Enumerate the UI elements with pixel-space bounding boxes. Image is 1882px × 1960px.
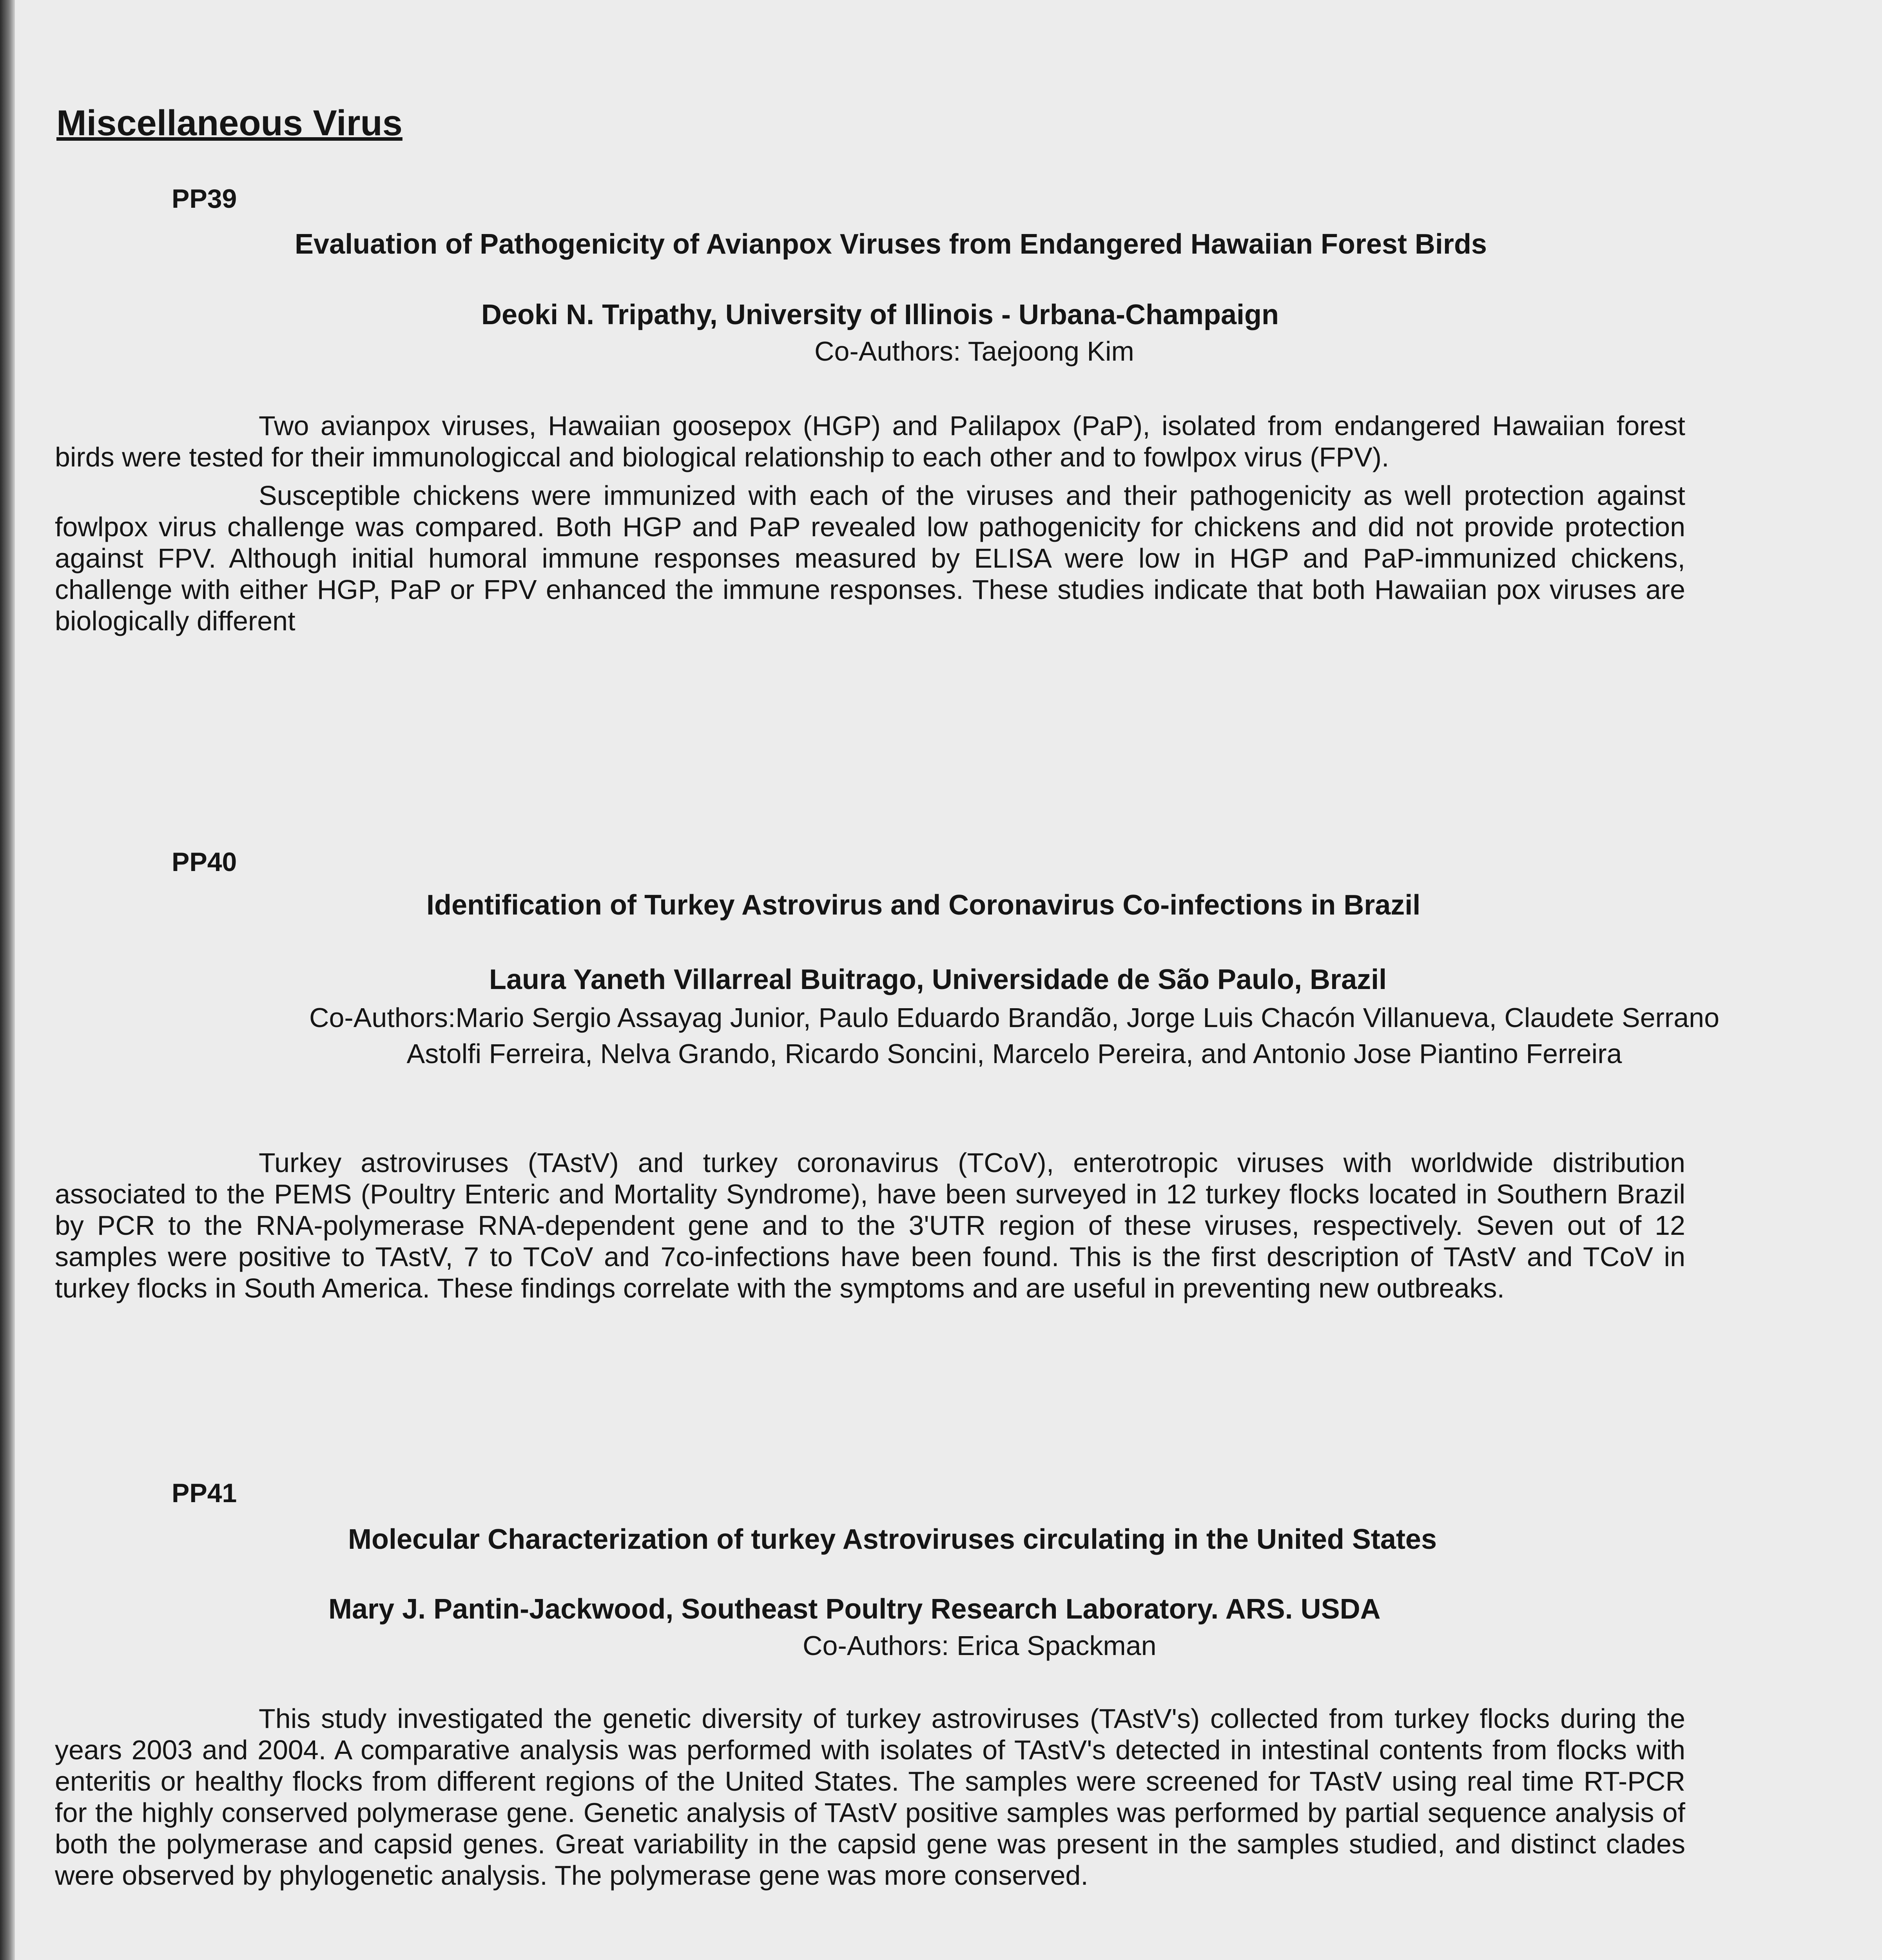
- book-binding-shadow: [0, 0, 15, 1960]
- abstract-body: [55, 1703, 1685, 1898]
- abstract-code: PP40: [172, 847, 237, 877]
- document-page: [15, 0, 1882, 1960]
- abstract-paragraph: Susceptible chickens were immunized with each of the viruses and their pathogenicity as well protection against fowlpox virus challenge was compared. Both HGP and PaP revealed low pathogenicity for chickens and did not provide protection against FPV. Although initial humoral immune responses measured by ELISA were low in HGP and PaP-immunized chickens, challenge with either HGP, PaP or FPV enhanced the immune responses. These studies indicate that both Hawaiian pox viruses are biologically different: [55, 480, 1685, 636]
- abstract-author: Mary J. Pantin-Jackwood, Southeast Poultry Research Laboratory. ARS. USDA: [328, 1593, 1381, 1625]
- abstract-author: Deoki N. Tripathy, University of Illinois - Urbana-Champaign: [481, 299, 1279, 330]
- abstract-body: [55, 1147, 1685, 1311]
- abstract-body: [55, 410, 1685, 644]
- abstract-code: PP41: [172, 1478, 237, 1508]
- section-title: Miscellaneous Virus: [56, 103, 403, 143]
- abstract-paragraph: Two avianpox viruses, Hawaiian goosepox (HGP) and Palilapox (PaP), isolated from endangered Hawaiian forest birds were tested for their immunologiccal and biological relationship to each other and to fowlpox virus (FPV).: [55, 410, 1685, 472]
- abstract-paragraph: Turkey astroviruses (TAstV) and turkey coronavirus (TCoV), enterotropic viruses with worldwide distribution associated to the PEMS (Poultry Enteric and Mortality Syndrome), have been surveyed in 12 turkey flocks located in Southern Brazil by PCR to the RNA-polymerase RNA-dependent gene and to the 3'UTR region of these viruses, respectively. Seven out of 12 samples were positive to TAstV, 7 to TCoV and 7co-infections have been found. This is the first description of TAstV and TCoV in turkey flocks in South America. These findings correlate with the symptoms and are useful in preventing new outbreaks.: [55, 1147, 1685, 1303]
- abstract-paragraph: This study investigated the genetic diversity of turkey astroviruses (TAstV's) collected from turkey flocks during the years 2003 and 2004. A comparative analysis was performed with isolates of TAstV's detected in intestinal contents from flocks with enteritis or healthy flocks from different regions of the United States. The samples were screened for TAstV using real time RT-PCR for the highly conserved polymerase gene. Genetic analysis of TAstV positive samples was performed by partial sequence analysis of both the polymerase and capsid genes. Great variability in the capsid gene was present in the samples studied, and distinct clades were observed by phylogenetic analysis. The polymerase gene was more conserved.: [55, 1703, 1685, 1891]
- abstract-coauthors: Co-Authors: Erica Spackman: [803, 1630, 1157, 1661]
- abstract-author: Laura Yaneth Villarreal Buitrago, Universidade de São Paulo, Brazil: [489, 964, 1387, 995]
- abstract-coauthors: Co-Authors: Taejoong Kim: [814, 336, 1134, 367]
- abstract-title: Evaluation of Pathogenicity of Avianpox Viruses from Endangered Hawaiian Forest Birds: [295, 229, 1487, 260]
- abstract-coauthors: Co-Authors:Mario Sergio Assayag Junior, Paulo Eduardo Brandão, Jorge Luis Chacón Villanueva, Claudete Serrano Astolfi Ferreira, Nelva Grando, Ricardo Soncini, Marcelo Pereira, and Antonio Jose Piantino Ferreira: [309, 1002, 1720, 1069]
- abstract-title: Identification of Turkey Astrovirus and Coronavirus Co-infections in Brazil: [426, 889, 1421, 921]
- abstract-title: Molecular Characterization of turkey Astroviruses circulating in the United States: [348, 1524, 1437, 1555]
- abstract-code: PP39: [172, 184, 237, 214]
